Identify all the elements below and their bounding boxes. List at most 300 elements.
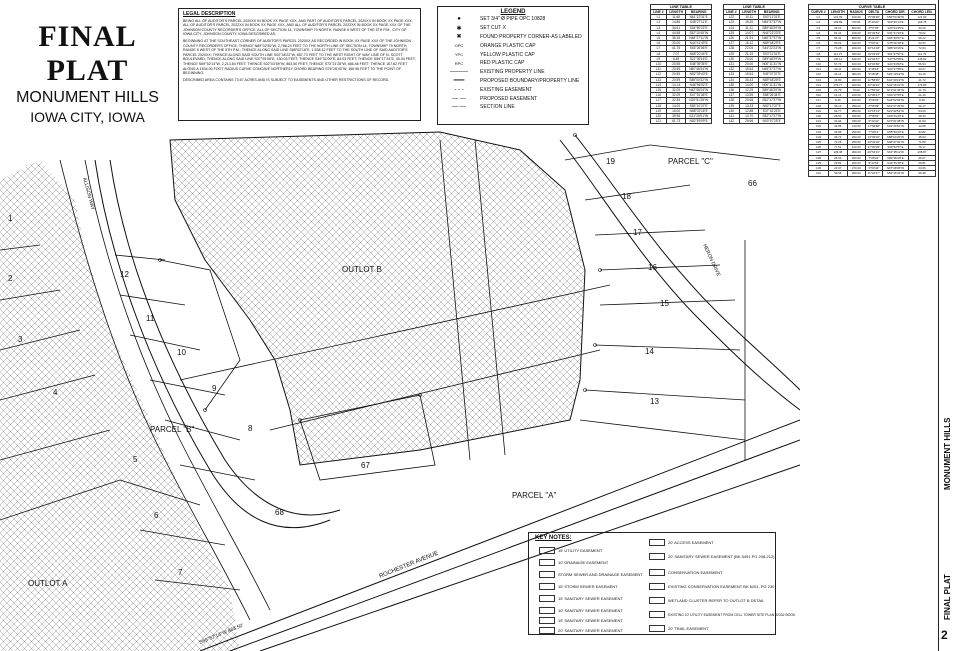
table-cell: 5°32'41" — [865, 119, 882, 124]
table-cell: L31 — [724, 62, 740, 67]
table-cell: C14 — [809, 82, 829, 87]
table-cell: 44.58 — [666, 30, 686, 35]
table-cell: 11°58'29" — [865, 77, 882, 82]
note-symbol-icon — [649, 611, 665, 618]
table-cell: L28 — [724, 46, 740, 51]
table-cell: 200.00 — [847, 134, 865, 139]
table-cell: 26.09 — [828, 155, 847, 160]
table-cell: 30.19 — [828, 103, 847, 108]
table-cell: L23 — [724, 20, 740, 25]
table-cell: 179.77 — [828, 82, 847, 87]
line-table-caption: LINE TABLE — [723, 4, 785, 9]
table-cell: N83°05'29"E — [882, 155, 908, 160]
street-label-heron: HERON DRIVE — [701, 243, 722, 278]
table-cell: 57.74 — [828, 62, 847, 67]
table-header-cell: DELTA — [865, 10, 882, 15]
table-cell: S88°04'20"W — [882, 134, 908, 139]
legend-box — [437, 6, 589, 125]
legend-label: SET 3/4" Ø PIPE OPC 10828 — [480, 16, 546, 23]
legend-row — [438, 50, 588, 59]
lot-label: 19 — [606, 157, 615, 166]
plat-title: FINAL PLAT — [38, 20, 137, 87]
legend-label: PROPOSED EASEMENT — [480, 95, 538, 102]
key-note — [649, 625, 709, 632]
table-cell: 13°06'04" — [865, 134, 882, 139]
table-cell: 77.51 — [828, 145, 847, 150]
table-cell: L39 — [724, 103, 740, 108]
table-cell: L12 — [651, 72, 667, 77]
table-cell: 4°56'53" — [865, 114, 882, 119]
table-cell: 174.83 — [908, 82, 935, 87]
table-cell: 8°21'37" — [865, 36, 882, 41]
table-cell: L17 — [651, 98, 667, 103]
subdivision-name: MONUMENT HILLS — [16, 89, 159, 106]
table-cell: S89°48'29"W — [759, 88, 785, 93]
legal-paragraph: BEING ALL OF AUDITOR'S PARCEL 2020XX IN BOOK XX PAGE XXX, AND PART OF AUDITOR'S PARCEL 2020XX IN BOOK XX PAGE XXX, ALL OF AUDITOR'S PARCEL 2022XX IN BOOK XX PAGE XXX, AND ALL OF AUDITOR'S PARCEL 2022XX IN BOOK XX PAGE XXX OF THE JOHNSON COUNTY RECORDER'S OFFICE, ALL OF SECTION 14, TOWNSHIP 79 NORTH, RANGE 6 WEST OF THE 5TH P.M., CITY OF IOWA CITY, JOHNSON COUNTY, IOWA DESCRIBED AS: — [183, 18, 413, 37]
table-cell: 17°50'02" — [865, 88, 882, 93]
table-cell: S58°26'34"E — [759, 93, 785, 98]
table-cell: 13°15'13" — [865, 108, 882, 113]
table-cell: S44°22'23"W — [759, 46, 785, 51]
table-cell: N88°02'16"E — [686, 108, 712, 113]
lot-label: 2 — [8, 274, 13, 283]
table-cell: 32.55 — [666, 98, 686, 103]
table-cell: S00°11'31"E — [759, 15, 785, 20]
table-cell: N44°22'23"E — [759, 30, 785, 35]
table-cell: 8.45 — [908, 98, 935, 103]
table-cell: 108.87 — [908, 150, 935, 155]
table-cell: 109.89 — [828, 20, 847, 25]
table-row — [809, 171, 936, 176]
table-cell: S10°30'19"W — [882, 77, 908, 82]
table-cell: 330.00 — [847, 119, 865, 124]
table-cell: N82°59'09"E — [686, 119, 712, 124]
table-cell: C17 — [809, 98, 829, 103]
table-cell: 20.55 — [666, 67, 686, 72]
key-note-label: 15' UTILITY EASEMENT — [558, 548, 603, 553]
table-cell: 145.82 — [908, 56, 935, 61]
table-cell: N50°46'54"W — [686, 67, 712, 72]
street-label-rochester: ROCHESTER AVENUE — [378, 550, 440, 580]
table-cell: L22 — [724, 15, 740, 20]
table-header-row — [651, 10, 712, 15]
table-cell: 250.00 — [847, 129, 865, 134]
parcel-c-label: PARCEL "C" — [668, 157, 713, 166]
table-cell: 4°50'33" — [865, 98, 882, 103]
parcel-b-label: PARCEL "B" — [150, 425, 195, 434]
table-cell: 76.17 — [908, 145, 935, 150]
table-cell: S24°43'52"E — [882, 62, 908, 67]
table-cell: N45°37'37"W — [759, 20, 785, 25]
legend-row — [438, 94, 588, 103]
table-cell: N44°45'48"E — [882, 160, 908, 165]
legend-abbrev: RPC — [454, 60, 464, 66]
table-cell: S68°37'30"W — [882, 140, 908, 145]
table-cell: 140.00 — [847, 124, 865, 129]
table-cell: 39.96 — [666, 114, 686, 119]
table-cell: 71.89 — [908, 140, 935, 145]
note-symbol-icon — [539, 547, 555, 554]
table-cell: 13°04'57" — [865, 56, 882, 61]
table-cell: C5 — [809, 36, 829, 41]
legend-row — [438, 24, 588, 33]
table-cell: 160.00 — [847, 46, 865, 51]
table-cell: 31.94 — [828, 119, 847, 124]
legal-paragraph: BEGINNING AT THE SOUTHEAST CORNER OF AUDITOR'S PARCEL 2020XX AS RECORDED IN BOOK XX PAGE XXX OF THE JOHNSON COUNTY RECORDER'S OFFICE; THENCE N89°02'55"W, 2,788.24 FEET TO THE NORTH LINE OF SECTION 14, TOWNSHIP 79 NORTH, RANGE 6 WEST OF THE 5TH P.M.; THENCE ALONG SAID LINE S88°02'16"E, 1,538.12 FEET TO THE SOUTH LINE OF SAID AUDITOR'S PARCEL 2020XX; THENCE ALONG SAID SOUTH LINE S02°48'22"W, 857.73 FEET TO THE WEST RIGHT OF WAY LINE OF N. SCOTT BOULEVARD; THENCE ALONG SAID LINE S37°05'06"E, 130.03 FEET; THENCE S49°31'09"E, 84.03 FEET; THENCE S59°17'34"E, 40.04 FEET; THENCE S69°52'14"W, 2,213.84 FEET; THENCE S02°03'59"W, 863.50 FEET; THENCE S73°21'28"W, 466.46 FEET; THENCE 167.62 FEET ALONG A 1534.00 FOOT RADIUS CURVE CONCAVE NORTHERLY CHORD BEARING S76°28'40"W, 166.96 FEET TO THE POINT OF BEGINNING. — [183, 38, 416, 76]
lot-label: 12 — [120, 270, 129, 279]
table-cell: C22 — [809, 124, 829, 129]
curve-table — [808, 4, 936, 177]
key-note — [539, 627, 623, 634]
table-cell: N25°51'28"W — [686, 98, 712, 103]
table-cell: 146.13 — [828, 56, 847, 61]
legend-abbrev: YPC — [454, 52, 464, 58]
table-cell: 220.00 — [847, 82, 865, 87]
strip-project-name: MONUMENT HILLS — [943, 417, 952, 490]
table-cell: 81.24 — [828, 30, 847, 35]
table-cell: L14 — [651, 82, 667, 87]
city-name: IOWA CITY, IOWA — [30, 109, 145, 125]
table-cell: 56.94 — [908, 62, 935, 67]
table-cell: S09°40'14"E — [882, 20, 908, 25]
table-cell: 7°59'13" — [865, 129, 882, 134]
title-block — [0, 20, 175, 126]
table-cell: L26 — [724, 36, 740, 41]
lot-label: 5 — [133, 455, 138, 464]
note-symbol-icon — [649, 539, 665, 546]
table-cell: N61°22'31"E — [686, 15, 712, 20]
table-cell: 270.00 — [847, 166, 865, 171]
key-note — [539, 559, 608, 566]
table-cell: 100.00 — [847, 62, 865, 67]
table-cell: 29.66 — [739, 119, 759, 124]
key-note — [539, 617, 623, 624]
legend-row — [438, 85, 588, 94]
table-cell: 30.17 — [908, 103, 935, 108]
table-cell: 12.29 — [739, 88, 759, 93]
table-cell: 121.93 — [908, 15, 935, 20]
table-cell: 29.84 — [828, 160, 847, 165]
table-cell: 17°56'58" — [865, 124, 882, 129]
table-cell: 35.43 — [739, 77, 759, 82]
table-cell: C25 — [809, 140, 829, 145]
table-cell: 45.63 — [908, 134, 935, 139]
table-cell: 16.12 — [739, 41, 759, 46]
note-symbol-icon — [649, 597, 665, 604]
legend-row — [438, 68, 588, 77]
table-cell: C31 — [809, 171, 829, 176]
key-note-label: 15' SANITARY SEWER EASEMENT — [558, 618, 623, 623]
table-cell: L3 — [651, 25, 667, 30]
table-cell: 109.78 — [908, 20, 935, 25]
table-cell: 96.31 — [828, 36, 847, 41]
table-cell: 20.00 — [739, 56, 759, 61]
table-cell: S52°10'45"W — [686, 30, 712, 35]
lot-label: 17 — [633, 228, 642, 237]
legend-row — [438, 15, 588, 24]
table-cell: N46°56'52"E — [686, 82, 712, 87]
lot-label: 68 — [275, 508, 284, 517]
table-cell: C13 — [809, 77, 829, 82]
table-cell: 330.00 — [847, 114, 865, 119]
key-note-label: STORM SEWER AND DRAINAGE EASEMENT — [558, 572, 643, 577]
table-cell: L41 — [724, 114, 740, 119]
table-cell: N89°48'29"E — [759, 41, 785, 46]
line-table-caption: LINE TABLE — [650, 4, 712, 9]
table-cell: 200.00 — [847, 77, 865, 82]
table-cell: 112.27 — [828, 51, 847, 56]
table-cell: 5°08'48" — [865, 72, 882, 77]
key-note-label: 10' SANITARY SEWER EASEMENT — [558, 608, 623, 613]
key-note — [649, 583, 774, 590]
table-cell: 37°00'39" — [865, 145, 882, 150]
strip-sheet-title: FINAL PLAT — [943, 574, 952, 620]
table-cell: C11 — [809, 67, 829, 72]
table-cell: S00°11'31"E — [759, 51, 785, 56]
legend-label: ORANGE PLASTIC CAP — [480, 42, 536, 49]
table-cell: 8.48 — [666, 56, 686, 61]
table-cell: N00°11'31"W — [759, 82, 785, 87]
table-cell: 660.00 — [847, 36, 865, 41]
table-cell: C12 — [809, 72, 829, 77]
table-cell: S52°17'37"W — [759, 98, 785, 103]
legend-row — [438, 33, 588, 42]
table-cell: N44°41'49"E — [686, 41, 712, 46]
table-cell: S37°42'23"E — [759, 108, 785, 113]
table-cell: 20°54'31" — [865, 150, 882, 155]
table-cell: N52°17'37"E — [759, 103, 785, 108]
key-note — [539, 583, 618, 590]
key-note-label: 20' SANITARY SEWER EASEMENT — [558, 628, 623, 633]
legend-label: YELLOW PLASTIC CAP — [480, 51, 535, 58]
line-table-2 — [723, 4, 785, 124]
table-cell: 380.00 — [847, 72, 865, 77]
table-cell: 43.68 — [908, 124, 935, 129]
table-cell: N09°31'43"E — [882, 114, 908, 119]
key-note-label: 15' STORM SEWER EASEMENT — [558, 584, 618, 589]
line-table-grid — [650, 9, 712, 124]
table-header-row — [724, 10, 785, 15]
table-cell: S52°17'37"W — [759, 114, 785, 119]
table-cell: 96.22 — [908, 36, 935, 41]
table-cell: L27 — [724, 41, 740, 46]
table-cell: 280.00 — [847, 108, 865, 113]
table-cell: 200.00 — [847, 155, 865, 160]
table-cell: S61°35'11"W — [882, 150, 908, 155]
key-note-label: 20' SANITARY SEWER EASEMENT (BK 5491 PG 208-212) — [668, 554, 775, 559]
table-cell: L11 — [651, 67, 667, 72]
table-cell: 4°57'05" — [865, 25, 882, 30]
lot-label: 15 — [660, 299, 669, 308]
table-cell: N55°53'10"E — [882, 129, 908, 134]
table-cell: C27 — [809, 150, 829, 155]
table-cell: 11.11 — [739, 25, 759, 30]
table-cell: L24 — [724, 25, 740, 30]
table-cell: 34.14 — [828, 72, 847, 77]
table-cell: S83°10'37"E — [686, 103, 712, 108]
table-cell: L20 — [651, 114, 667, 119]
key-note-label: 20' ACCESS EASEMENT — [668, 540, 714, 545]
table-cell: 13.23 — [739, 103, 759, 108]
lot-label: 8 — [248, 424, 253, 433]
legal-description-box — [178, 8, 421, 121]
table-cell: 300.00 — [847, 171, 865, 176]
table-cell: S47°52'58"E — [882, 56, 908, 61]
table-cell: 73.28 — [828, 46, 847, 51]
table-cell: N75°00'48"E — [882, 41, 908, 46]
table-cell: 23.07 — [828, 166, 847, 171]
table-cell: 14.07 — [739, 30, 759, 35]
table-cell: C4 — [809, 30, 829, 35]
table-cell: C23 — [809, 129, 829, 134]
legend-label: RED PLASTIC CAP — [480, 60, 525, 67]
table-cell: S48°27'11"E — [686, 20, 712, 25]
table-cell: 70.00 — [847, 88, 865, 93]
key-notes-heading: KEY NOTES: — [535, 535, 572, 541]
table-cell: 640.00 — [847, 56, 865, 61]
table-cell: 33°04'56" — [865, 62, 882, 67]
table-cell: C10 — [809, 62, 829, 67]
table-cell: 14.86 — [666, 20, 686, 25]
table-cell: 61.73 — [666, 119, 686, 124]
lot-label: 3 — [18, 335, 23, 344]
table-cell: N48°27'11"W — [686, 36, 712, 41]
table-cell: 109.48 — [828, 150, 847, 155]
table-cell: L33 — [724, 72, 740, 77]
note-symbol-icon — [649, 569, 665, 576]
table-cell: C18 — [809, 103, 829, 108]
table-cell: L34 — [724, 77, 740, 82]
line-symbol-icon: —·— — [452, 104, 466, 111]
table-cell: 200.00 — [847, 160, 865, 165]
key-note-label: EXISTING 10' UTILITY EASEMENT FROM CELL TOWER SITE PLAN 92332 BOOK — [668, 612, 796, 617]
table-cell: N68°20'44"E — [686, 51, 712, 56]
legend-row — [438, 103, 588, 112]
table-cell: 28.49 — [908, 114, 935, 119]
table-cell: 30.00 — [666, 41, 686, 46]
key-note — [649, 611, 795, 618]
table-cell: C19 — [809, 108, 829, 113]
table-cell: 11.68 — [666, 15, 686, 20]
table-cell: 41.72 — [908, 77, 935, 82]
table-cell: 31.93 — [908, 119, 935, 124]
table-cell: S37°01'38"W — [882, 119, 908, 124]
key-note — [539, 595, 623, 602]
table-cell: S36°52'57"E — [882, 145, 908, 150]
table-cell: 21.14 — [828, 93, 847, 98]
table-cell: 13.95 — [739, 93, 759, 98]
table-header-cell: LENGTH — [739, 10, 759, 15]
table-cell: 21.91 — [739, 36, 759, 41]
table-cell: L40 — [724, 108, 740, 113]
table-header-cell: CHORD DIR. — [882, 10, 908, 15]
table-cell: S89°48'29"W — [759, 56, 785, 61]
lot-label: 4 — [53, 388, 58, 397]
table-cell: 330.00 — [847, 51, 865, 56]
table-cell: L2 — [651, 20, 667, 25]
cut-x-symbol-icon: ✱ — [456, 25, 462, 32]
table-cell: L37 — [724, 93, 740, 98]
table-cell: 14.00 — [739, 82, 759, 87]
table-cell: S45°37'37"E — [759, 72, 785, 77]
key-note — [649, 569, 722, 576]
table-cell: 20.00 — [739, 62, 759, 67]
table-cell: L4 — [651, 30, 667, 35]
table-cell: 100.00 — [847, 98, 865, 103]
table-cell: S63°26'06"E — [686, 46, 712, 51]
table-cell: 20.59 — [666, 72, 686, 77]
table-cell: S03°17'58"E — [882, 67, 908, 72]
table-cell: S04°50'22"E — [686, 25, 712, 30]
legend-label: EXISTING EASEMENT — [480, 86, 533, 93]
lot-lines-east — [565, 145, 780, 460]
table-cell: C21 — [809, 119, 829, 124]
legend-heading: LEGEND — [500, 9, 526, 15]
table-cell: L7 — [651, 46, 667, 51]
table-cell: 19°29'33" — [865, 51, 882, 56]
table-header-cell: BEARING — [759, 10, 785, 15]
street-label-allison: ALLISON WAY — [81, 176, 96, 211]
table-cell: 720.51 — [847, 20, 865, 25]
table-cell: C20 — [809, 114, 829, 119]
table-cell: 14.14 — [666, 82, 686, 87]
note-symbol-icon — [649, 583, 665, 590]
key-note — [649, 553, 775, 560]
table-cell: L6 — [651, 41, 667, 46]
table-cell: S89°48'29"W — [759, 25, 785, 30]
table-cell: 43.21 — [828, 25, 847, 30]
lot-label: 10 — [177, 348, 186, 357]
table-cell: L29 — [724, 51, 740, 56]
table-cell: 10.00 — [666, 108, 686, 113]
table-cell: C30 — [809, 166, 829, 171]
table-cell: 20°42'20" — [865, 140, 882, 145]
table-cell: 12°06'47" — [865, 93, 882, 98]
table-cell: C9 — [809, 56, 829, 61]
table-cell: S31°26'01"W — [686, 114, 712, 119]
table-header-cell: LENGTH — [666, 10, 686, 15]
table-cell: S42°16'31"W — [882, 82, 908, 87]
note-symbol-icon — [539, 595, 555, 602]
table-cell: 8°44'20" — [865, 20, 882, 25]
table-cell: 14.70 — [739, 114, 759, 119]
table-cell: S61°47'57"E — [882, 51, 908, 56]
table-cell: 60.24 — [828, 41, 847, 46]
table-cell: N45°37'37"W — [759, 67, 785, 72]
key-note — [539, 607, 623, 614]
table-cell: C6 — [809, 41, 829, 46]
table-cell: 45.73 — [828, 134, 847, 139]
table-cell: 21.15 — [739, 51, 759, 56]
line-symbol-icon: — — — [452, 95, 466, 102]
table-cell: L18 — [651, 103, 667, 108]
table-cell: C16 — [809, 93, 829, 98]
sheet-number: 2 — [941, 628, 948, 642]
table-cell: 500.00 — [847, 25, 865, 30]
table-cell: S56°54'49"W — [882, 15, 908, 20]
table-cell: S19°49'51"W — [882, 124, 908, 129]
legend-label: SET CUT X — [480, 25, 506, 32]
table-cell: S21°42'52"W — [882, 108, 908, 113]
key-note-label: EXISTING CONSERVATION EASEMENT BK 6251, PG 230 — [668, 584, 775, 589]
table-cell: 111.73 — [908, 51, 935, 56]
note-symbol-icon — [539, 559, 555, 566]
table-cell: C3 — [809, 25, 829, 30]
table-cell: L15 — [651, 88, 667, 93]
table-cell: 10.11 — [739, 15, 759, 20]
table-cell: 26°14'18" — [865, 46, 882, 51]
table-cell: 35.15 — [666, 36, 686, 41]
